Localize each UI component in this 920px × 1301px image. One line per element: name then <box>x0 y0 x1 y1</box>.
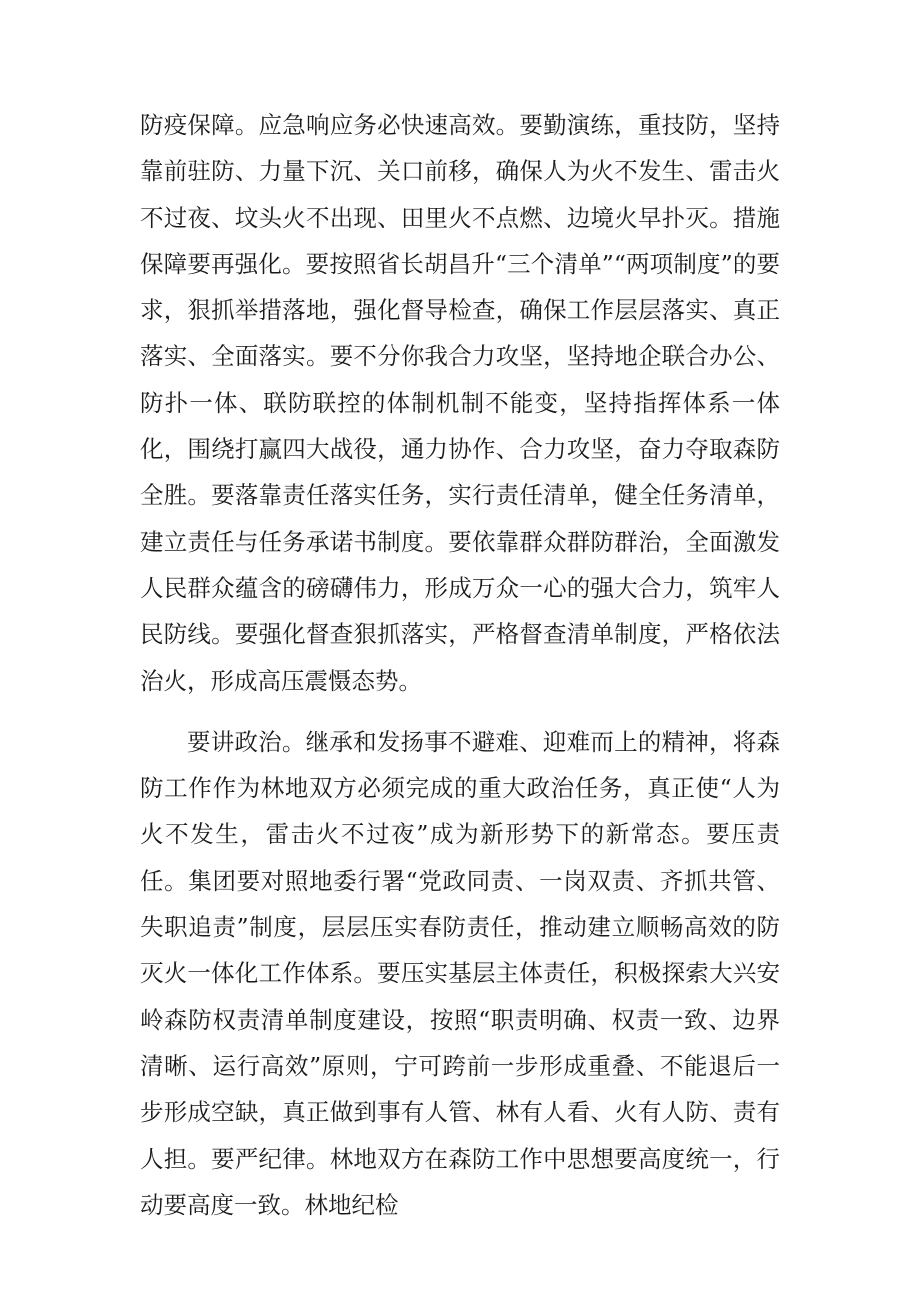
paragraph-continuation: 防疫保障。应急响应务必快速高效。要勤演练，重技防，坚持靠前驻防、力量下沉、关口前移，确保人为火不发生、雷击火不过夜、坟头火不出现、田里火不点燃、边境火早扑灭。措施保障要再强化。要按照省长胡昌升“三个清单”“两项制度”的要求，狠抓举措落地，强化督导检查，确保工作层层落实、真正落实、全面落实。要不分你我合力攻坚，坚持地企联合办公、防扑一体、联防联控的体制机制不能变，坚持指挥体系一体化，围绕打赢四大战役，通力协作、合力攻坚，奋力夺取森防全胜。要落靠责任落实任务，实行责任清单，健全任务清单，建立责任与任务承诺书制度。要依靠群众群防群治，全面激发人民群众蕴含的磅礴伟力，形成万众一心的强大合力，筑牢人民防线。要强化督查狠抓落实，严格督查清单制度，严格依法治火，形成高压震慑态势。 <box>140 111 780 695</box>
paragraph-political: 要讲政治。继承和发扬事不避难、迎难而上的精神，将森防工作作为林地双方必须完成的重大政治任务，真正使“人为火不发生，雷击火不过夜”成为新形势下的新常态。要压责任。集团要对照地委行署“党政同责、一岗双责、齐抓共管、失职追责”制度，层层压实春防责任，推动建立顺畅高效的防灭火一体化工作体系。要压实基层主体责任，积极探索大兴安岭森防权责清单制度建设，按照“职责明确、权责一致、边界清晰、运行高效”原则，宁可跨前一步形成重叠、不能退后一步形成空缺，真正做到事有人管、林有人看、火有人防、责有人担。要严纪律。林地双方在森防工作中思想要高度统一，行动要高度一致。林地纪检 <box>140 727 780 1219</box>
document-body <box>140 102 780 1228</box>
